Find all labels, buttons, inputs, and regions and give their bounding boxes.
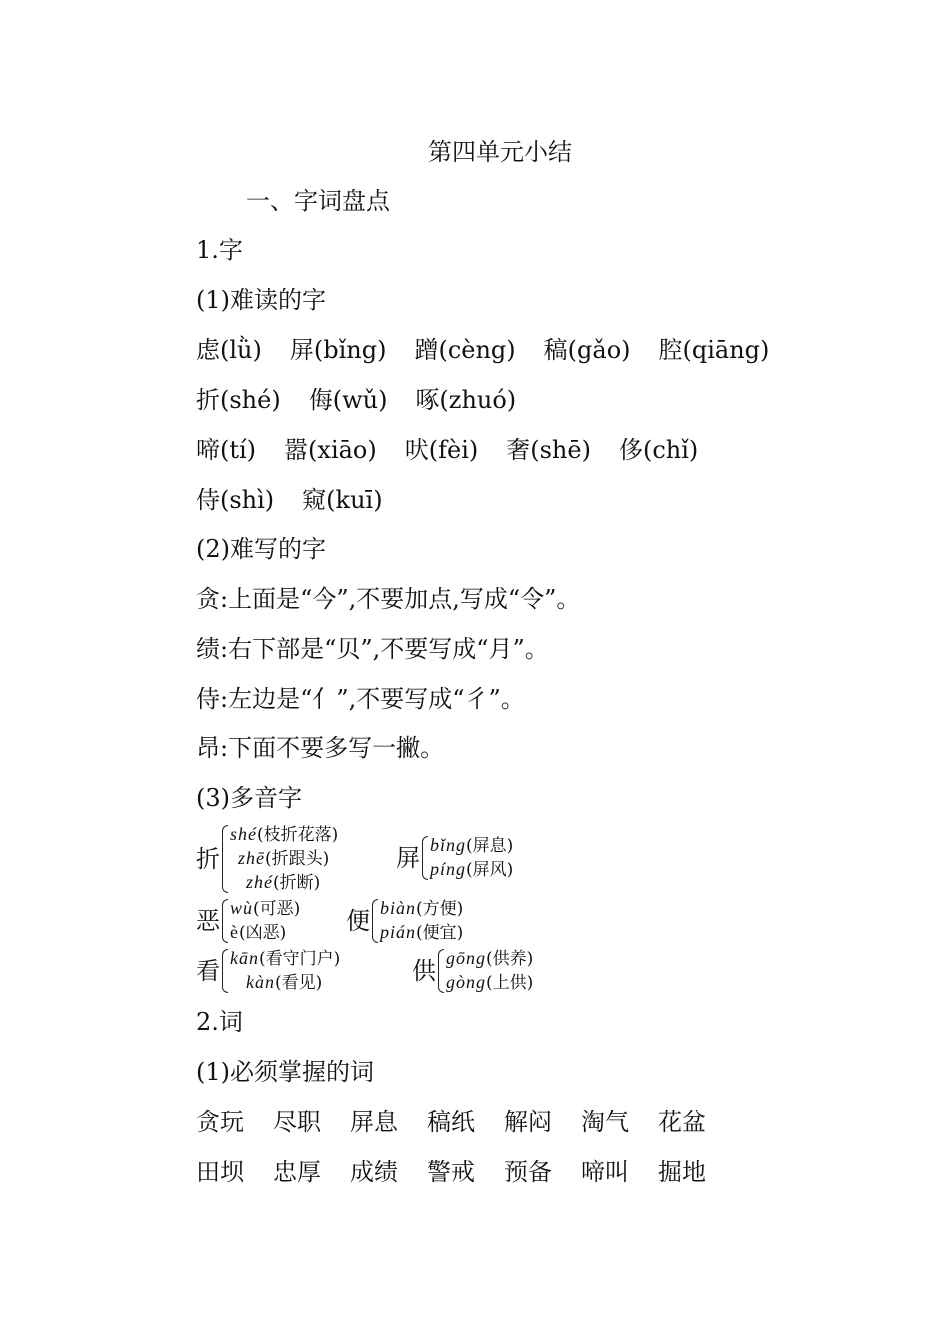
pinyin: è (230, 922, 239, 942)
pinyin: zhē (238, 848, 265, 868)
polyphone-bian (346, 897, 463, 945)
page-title: 第四单元小结 (428, 138, 572, 166)
example-word: (枝折花落) (257, 825, 339, 845)
pinyin: biàn (380, 898, 417, 918)
word-item: 淘气 (581, 1108, 629, 1136)
subheading-hard-to-write: (2)难写的字 (196, 535, 326, 563)
polyphone-ping (396, 834, 513, 882)
polyphone-char: 屏 (396, 844, 420, 872)
word-item: 尽职 (273, 1108, 321, 1136)
word-item: 警戒 (427, 1158, 475, 1186)
hard-read-row-1 (196, 334, 769, 366)
brace (422, 836, 428, 880)
hard-write-line: 昂:下面不要多写一撇。 (196, 734, 445, 762)
must-words-row-2 (196, 1156, 735, 1188)
pinyin: zhé (246, 872, 273, 892)
pinyin: shé (230, 824, 257, 844)
char-item: 侍(shì) (196, 486, 275, 514)
pinyin: píng (430, 859, 467, 879)
hard-write-line: 贪:上面是“今”,不要加点,写成“令”。 (196, 585, 581, 613)
word-item: 啼叫 (581, 1158, 629, 1186)
pinyin: kàn (246, 972, 275, 992)
hard-read-row-4 (196, 484, 383, 516)
brace (222, 949, 228, 993)
word-item: 花盆 (658, 1108, 706, 1136)
subheading-must-know-words: (1)必须掌握的词 (196, 1058, 374, 1086)
polyphone-char: 折 (196, 845, 220, 873)
polyphone-char: 看 (196, 957, 220, 985)
char-item: 侈(chǐ) (618, 436, 699, 464)
example-word: (屏息) (466, 836, 514, 856)
word-item: 田坝 (196, 1158, 244, 1186)
example-word: (屏风) (466, 860, 514, 880)
example-word: (看见) (275, 973, 323, 993)
example-word: (可恶) (253, 899, 301, 919)
hard-read-row-3 (196, 434, 698, 466)
pinyin: pián (380, 922, 417, 942)
example-word: (凶恶) (239, 923, 287, 943)
brace (222, 825, 228, 893)
polyphone-char: 供 (412, 957, 436, 985)
pinyin: gōng (446, 948, 486, 968)
char-item: 啼(tí) (196, 436, 257, 464)
polyphone-gong (412, 947, 533, 995)
polyphone-char: 便 (346, 907, 370, 935)
example-word: (折跟头) (265, 849, 330, 869)
example-word: (看守门户) (259, 949, 341, 969)
subheading-words: 2.词 (196, 1008, 243, 1036)
char-item: 吠(fèi) (404, 436, 479, 464)
brace (438, 949, 444, 993)
char-item: 窥(kuī) (302, 486, 383, 514)
word-item: 屏息 (350, 1108, 398, 1136)
must-words-row-1 (196, 1106, 735, 1138)
word-item: 解闷 (504, 1108, 552, 1136)
hard-read-row-2 (196, 384, 516, 416)
example-word: (方便) (416, 899, 464, 919)
word-item: 忠厚 (273, 1158, 321, 1186)
hard-write-line: 侍:左边是“亻”,不要写成“彳”。 (196, 685, 525, 713)
char-item: 奢(shē) (506, 436, 591, 464)
brace (222, 899, 228, 943)
polyphone-char: 恶 (196, 907, 220, 935)
subheading-polyphones: (3)多音字 (196, 784, 302, 812)
polyphone-kan (196, 947, 340, 995)
subheading-hard-to-read: (1)难读的字 (196, 286, 326, 314)
pinyin: bǐng (430, 835, 467, 855)
example-word: (折断) (273, 873, 321, 893)
example-word: (供养) (486, 949, 534, 969)
char-item: 嚣(xiāo) (284, 436, 377, 464)
pinyin: wù (230, 898, 254, 918)
word-item: 稿纸 (427, 1108, 475, 1136)
char-item: 啄(zhuó) (415, 386, 517, 414)
char-item: 蹭(cèng) (414, 336, 516, 364)
char-item: 稿(gǎo) (543, 336, 631, 364)
char-item: 侮(wǔ) (308, 386, 388, 414)
char-item: 折(shé) (196, 386, 281, 414)
pinyin: gòng (446, 972, 486, 992)
polyphone-e (196, 897, 300, 945)
example-word: (便宜) (416, 923, 464, 943)
example-word: (上供) (486, 973, 534, 993)
char-item: 腔(qiāng) (658, 336, 770, 364)
hard-write-line: 绩:右下部是“贝”,不要写成“月”。 (196, 635, 549, 663)
polyphone-zhe (196, 823, 338, 895)
word-item: 预备 (504, 1158, 552, 1186)
subheading-characters: 1.字 (196, 236, 243, 264)
word-item: 贪玩 (196, 1108, 244, 1136)
brace (372, 899, 378, 943)
section-heading-word-review: 一、字词盘点 (246, 187, 390, 215)
char-item: 虑(lǜ) (196, 336, 262, 364)
word-item: 成绩 (350, 1158, 398, 1186)
pinyin: kān (230, 948, 259, 968)
word-item: 掘地 (658, 1158, 706, 1186)
char-item: 屏(bǐng) (289, 336, 387, 364)
